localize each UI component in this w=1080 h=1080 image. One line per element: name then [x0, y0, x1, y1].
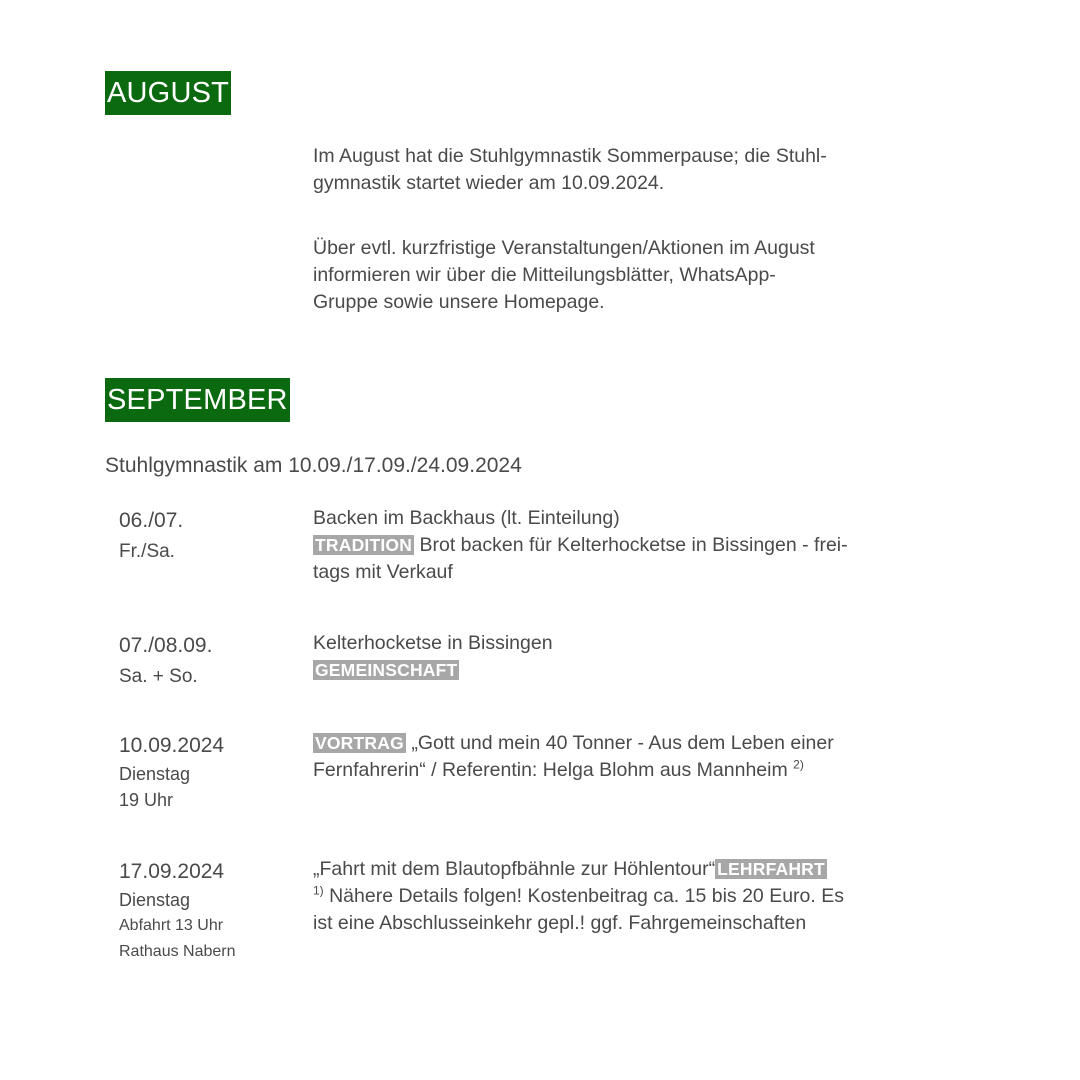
text-line: Im August hat die Stuhlgymnastik Sommerpause; die Stuhl- [313, 145, 827, 167]
event-title: Kelterhocketse in Bissingen [313, 632, 553, 654]
footnote-marker: 2) [793, 757, 804, 772]
event-text: Brot backen für Kelterhocketse in Bissingen - frei- [414, 534, 848, 556]
event-weekday: Dienstag [119, 890, 191, 910]
category-tag: LEHRFAHRT [717, 859, 825, 879]
event-place: Rathaus Nabern [119, 943, 236, 960]
event-date: 10.09.2024 [119, 734, 225, 757]
event-departure: Abfahrt 13 Uhr [119, 917, 224, 934]
event-description [313, 856, 938, 937]
september-intro: Stuhlgymnastik am 10.09./17.09./24.09.2024 [105, 454, 522, 477]
event-date-column [119, 505, 299, 567]
event-days: Fr./Sa. [119, 541, 175, 562]
event-date: 17.09.2024 [119, 860, 225, 883]
event-text: „Gott und mein 40 Tonner - Aus dem Leben einer [405, 732, 834, 754]
event-text: „Fahrt mit dem Blautopfbähnle zur Höhlentour“ [313, 858, 716, 880]
event-date: 07./08.09. [119, 634, 213, 657]
event-text: Nähere Details folgen! Kostenbeitrag ca. 15 bis 20 Euro. Es [323, 885, 844, 907]
event-description [313, 630, 938, 684]
event-date: 06./07. [119, 509, 184, 532]
event-date-column [119, 630, 299, 692]
event-text: Fernfahrerin“ / Referentin: Helga Blohm aus Mannheim [313, 759, 794, 781]
event-weekday: Dienstag [119, 764, 191, 784]
category-tag: GEMEINSCHAFT [315, 660, 458, 680]
august-paragraph-short-notice [313, 235, 933, 316]
text-line: informieren wir über die Mitteilungsblätter, WhatsApp- [313, 264, 776, 286]
event-days: Sa. + So. [119, 666, 198, 687]
event-text: tags mit Verkauf [313, 561, 453, 583]
category-tag: VORTRAG [315, 733, 404, 753]
event-title: Backen im Backhaus (lt. Einteilung) [313, 507, 620, 529]
month-heading-august: AUGUST [105, 71, 231, 115]
footnote-marker: 1) [313, 883, 324, 898]
category-tag: TRADITION [315, 535, 413, 555]
month-heading-september: SEPTEMBER [105, 378, 290, 422]
event-date-column [119, 730, 299, 813]
august-paragraph-summer-break [313, 143, 933, 197]
text-line: gymnastik startet wieder am 10.09.2024. [313, 172, 665, 194]
event-description [313, 505, 938, 586]
event-date-column [119, 856, 299, 965]
text-line: Über evtl. kurzfristige Veranstaltungen/Aktionen im August [313, 237, 815, 259]
text-line: Gruppe sowie unsere Homepage. [313, 291, 605, 313]
event-time: 19 Uhr [119, 790, 174, 810]
event-text: ist eine Abschlusseinkehr gepl.! ggf. Fahrgemeinschaften [313, 912, 807, 934]
event-description [313, 730, 938, 784]
